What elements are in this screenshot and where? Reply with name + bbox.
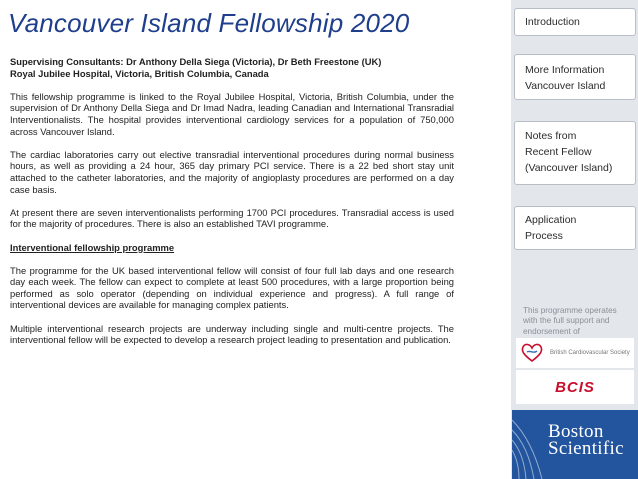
nav-label: More Information [525, 64, 605, 76]
nav-label: (Vancouver Island) [525, 162, 613, 174]
bcis-logo [516, 370, 634, 404]
support-note: This programme operates with the full support and endorsement of [523, 306, 617, 336]
bcs-heart-icon [520, 343, 544, 363]
paragraph: The programme for the UK based interventional fellow will consist of four full lab days and one research day each week. The fellow can expect to complete at least 500 procedures, with a large proportion being performed as solo operator (depending on individual experience and progress). A full range of interventional devices are available for managing complex patients. [10, 264, 454, 311]
page-title: Vancouver Island Fellowship 2020 [8, 8, 410, 38]
bcs-logo [516, 338, 634, 368]
nav-more-information-button[interactable] [514, 54, 636, 100]
main-content [10, 56, 454, 357]
nav-label: Recent Fellow [525, 146, 592, 158]
nav-label: Application [525, 214, 577, 226]
boston-logo-line: Boston [548, 421, 604, 442]
nav-label: Vancouver Island [525, 80, 606, 92]
paragraph: This fellowship programme is linked to the Royal Jubilee Hospital, Victoria, British Columbia, under the supervision of Dr Anthony Della Siega and Dr Imad Nadra, leading Canadian and International Transradial Interventionalists. The hospital provides interventional cardiology services for a population of 750,000 across Vancouver Island. [10, 90, 454, 137]
bcis-logo-text: BCIS [555, 378, 595, 396]
nav-label: Introduction [525, 16, 580, 28]
hospital-line: Royal Jubilee Hospital, Victoria, British Columbia, Canada [10, 67, 269, 79]
boston-logo-text [548, 423, 624, 457]
paragraph: The cardiac laboratories carry out elective transradial interventional procedures during normal business hours, as well as providing a 24 hour, 365 day primary PCI service. There is a 22 bed short stay unit attached to the catheter laboratories, and the majority of angioplasty procedures are performed on a day case basis. [10, 148, 454, 195]
nav-application-process-button[interactable] [514, 206, 636, 250]
nav-label: Process [525, 230, 563, 242]
nav-notes-recent-fellow-button[interactable] [514, 121, 636, 185]
boston-logo-line: Scientific [548, 438, 624, 459]
consultants-line: Supervising Consultants: Dr Anthony Della Siega (Victoria), Dr Beth Freestone (UK) [10, 56, 382, 67]
paragraph: At present there are seven interventionalists performing 1700 PCI procedures. Transradial access is used for the majority of procedures. There is also an established TAVI programme. [10, 206, 454, 230]
boston-scientific-logo [512, 410, 638, 479]
nav-introduction-button[interactable] [514, 8, 636, 36]
paragraph: Multiple interventional research projects are underway including single and multi-centre projects. The interventional fellow will be expected to develop a research project leading to presentation and publication. [10, 322, 454, 346]
bcs-logo-text: British Cardiovascular Society [550, 350, 630, 356]
section-heading: Interventional fellowship programme [10, 241, 175, 253]
nav-label: Notes from [525, 130, 577, 142]
